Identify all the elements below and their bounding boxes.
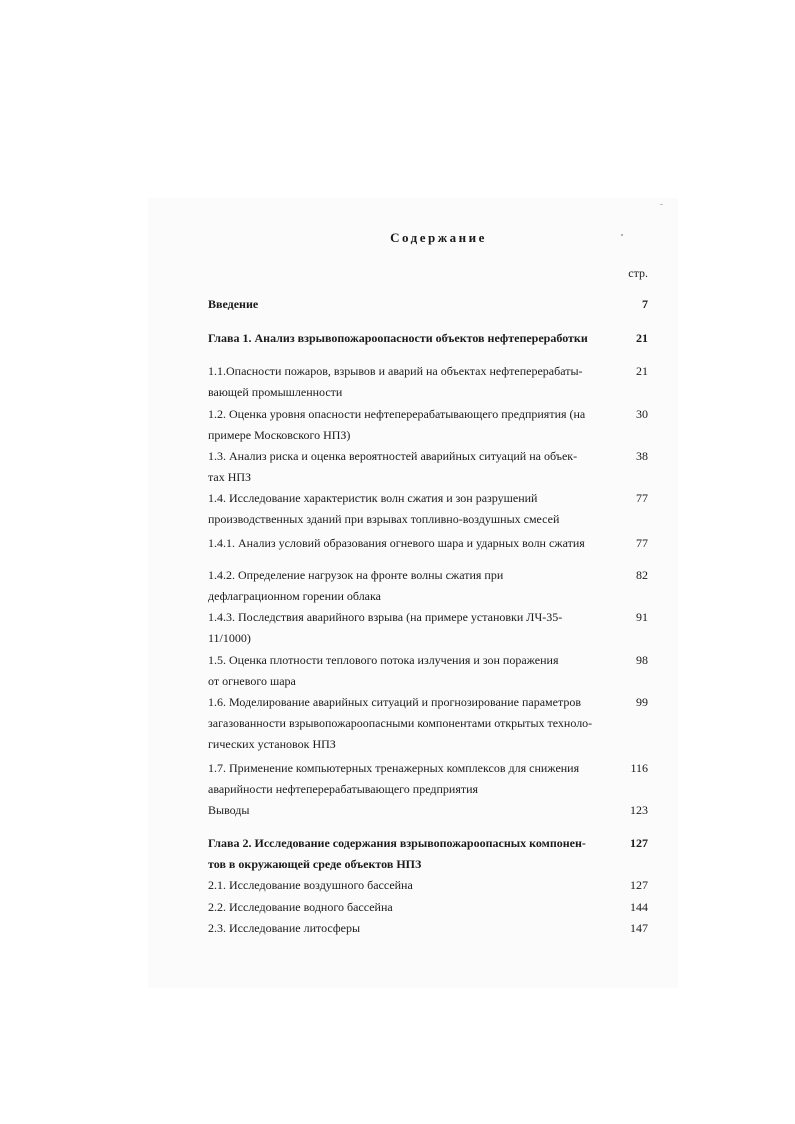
toc-entry-page: 82 [636, 568, 648, 582]
toc-entry-page: 30 [636, 407, 648, 421]
page-column-label: стр. [628, 266, 648, 280]
toc-entry-page: 38 [636, 449, 648, 463]
toc-entry-title: Введение [208, 297, 259, 311]
toc-entry-title: 1.5. Оценка плотности теплового потока излучения и зон поражения от огневого шара [208, 653, 559, 688]
toc-entry-page: 98 [636, 653, 648, 667]
toc-entry-title: 1.4. Исследование характеристик волн сжатия и зон разрушений производственных зданий при взрывах топливно-воздушных смесей [208, 491, 560, 526]
toc-entry-title: 1.7. Применение компьютерных тренажерных комплексов для снижения аварийности нефтеперерабатывающего предприятия [208, 761, 580, 796]
toc-entry-page: 123 [630, 803, 648, 817]
toc-entry-title: 2.2. Исследование водного бассейна [208, 900, 393, 914]
toc-entry-page: 77 [636, 491, 648, 505]
toc-entry-title: 1.2. Оценка уровня опасности нефтеперерабатывающего предприятия (на примере Московского НПЗ) [208, 407, 586, 442]
toc-entry-page: 99 [636, 695, 648, 709]
toc-entry-page: 21 [636, 364, 648, 378]
toc-entry-page: 127 [630, 878, 648, 892]
toc-entry-title: 1.3. Анализ риска и оценка вероятностей аварийных ситуаций на объек- тах НПЗ [208, 449, 578, 484]
toc-entry-title: Глава 2. Исследование содержания взрывопожароопасных компонен- тов в окружающей среде объектов НПЗ [208, 836, 586, 871]
toc-entry-title: 1.1.Опасности пожаров, взрывов и аварий на объектах нефтеперерабаты- вающей промышленности [208, 364, 583, 399]
toc-entry-title: 1.4.2. Определение нагрузок на фронте волны сжатия при дефлаграционном горении облака [208, 568, 504, 603]
scan-speck [660, 204, 663, 205]
toc-entry-title: 1.4.1. Анализ условий образования огневого шара и ударных волн сжатия [208, 536, 585, 550]
toc-entry-page: 116 [630, 761, 648, 775]
toc-title: Содержание [390, 230, 487, 245]
toc-entry-title: Глава 1. Анализ взрывопожароопасности объектов нефтепереработки [208, 331, 588, 345]
toc-entry-page: 127 [630, 836, 648, 850]
toc-entry-page: 7 [642, 297, 648, 311]
toc-entry-page: 21 [636, 331, 648, 345]
toc-entry-page: 144 [630, 900, 648, 914]
toc-entry-title: 1.4.3. Последствия аварийного взрыва (на примере установки ЛЧ-35- 11/1000) [208, 610, 563, 645]
toc-entry-page: 77 [636, 536, 648, 550]
toc-entry-title: 2.3. Исследование литосферы [208, 921, 361, 935]
toc-entry-page: 91 [636, 610, 648, 624]
toc-entry-title: 1.6. Моделирование аварийных ситуаций и прогнозирование параметров загазованности взрывопожароопасными компонентами открытых техноло- гических установок НПЗ [208, 695, 593, 751]
toc-entry-page: 147 [630, 921, 648, 935]
toc-entry-title: 2.1. Исследование воздушного бассейна [208, 878, 413, 892]
toc-entry-title: Выводы [208, 803, 250, 817]
